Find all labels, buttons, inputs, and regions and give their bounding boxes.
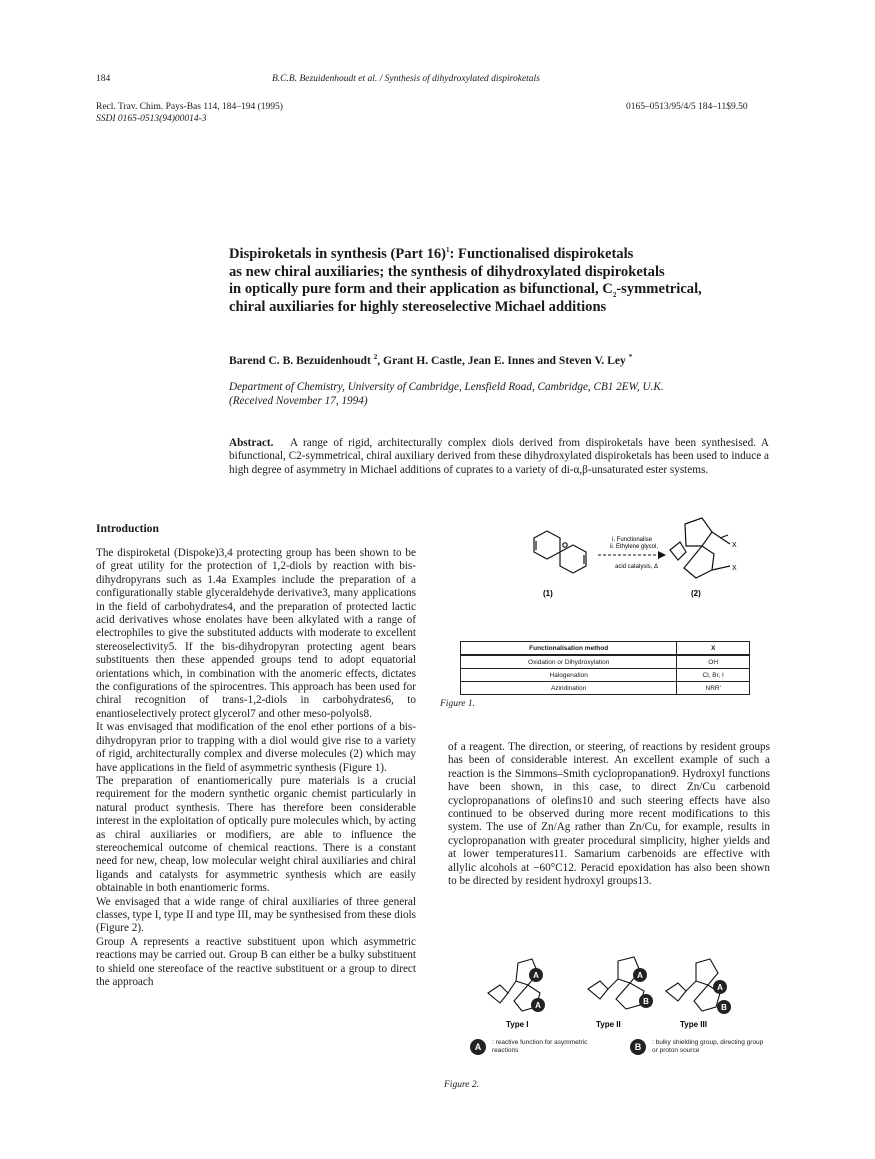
- article-title: Dispiroketals in synthesis (Part 16)$^1$: Functionalised dispiroketals as new chiral auxiliaries; the synthesis of dihydroxylated dispiroketals in optically pure form and their application as bifunctional, $C_2$-symmetrical, chiral auxiliaries for highly stereoselective Michael additions: [229, 246, 702, 315]
- x-label-bottom: X: [732, 565, 737, 572]
- intro-paragraph: It was envisaged that modification of the enol ether portions of a bis-dihydropyran prior to trapping with a diol would give rise to a variety of rigid, architecturally complex and diverse molecules (2) which may have applications in the field of asymmetric synthesis (Figure 1).: [96, 721, 416, 774]
- table-row: Aziridination NRR': [461, 682, 750, 695]
- compound-2-structure: [670, 518, 730, 578]
- legend-b: B : bulky shielding group, directing group or proton source: [630, 1039, 770, 1055]
- badge-b-icon: B: [630, 1039, 646, 1055]
- x-label-top: X: [732, 542, 737, 549]
- authors: Barend C. B. Bezuidenhoudt $^2$, Grant H. Castle, Jean E. Innes and Steven V. Ley *: [229, 353, 633, 367]
- svg-text:B: B: [643, 997, 649, 1006]
- intro-paragraph: Group A represents a reactive substituent upon which asymmetric reactions may be carried out. Group B can either be a bulky substituent to shield one stereoface of the reactive substituent or a group to direct the approach: [96, 935, 416, 988]
- affiliation: Department of Chemistry, University of Cambridge, Lensfield Road, Cambridge, CB1 2EW, U.K. (Received November 17, 1994): [229, 381, 664, 407]
- intro-paragraph: We envisaged that a wide range of chiral auxiliaries of three general classes, type I, type II and type III, may be synthesised from these diols (Figure 2).: [96, 895, 417, 935]
- type-1-label: Type I: [506, 1020, 529, 1029]
- running-title: B.C.B. Bezuidenhoudt et al. / Synthesis of dihydroxylated dispiroketals: [272, 74, 540, 84]
- figure-2: [444, 955, 778, 1095]
- compound-1-structure: [534, 531, 586, 573]
- journal-citation: Recl. Trav. Chim. Pays-Bas 114, 184–194 (1995): [96, 102, 283, 112]
- figure-1-scheme: [450, 510, 780, 610]
- intro-body: [96, 547, 416, 989]
- page-number: 184: [96, 74, 111, 84]
- step-iii: acid catalysis, Δ: [615, 564, 659, 570]
- right-column-body: [448, 741, 770, 888]
- svg-text:B: B: [721, 1003, 727, 1012]
- table-header-x: X: [677, 642, 750, 656]
- intro-paragraph: The dispiroketal (Dispoke)3,4 protecting group has been shown to be of great utility for the protection of 1,2-diols by reaction with bis-dihydropyrans such as 1.4a Examples include the preparation of a configurationally stable glyceraldehyde derivative3, many applications in the field of carbohydrates4, and the preparation of protected lactic acid derivatives whose enolates have been alkylated with a range of electrophiles to give the substituted adducts with moderate to excellent stereoselectivity5. If the bis-dihydropyran protecting agent bears substituents then these appended groups tend to adopt equatorial orientations which, in combination with the anomeric effects, dictates the configurations of the spirocentres. This approach has been used for chiral recognition of trans-1,2-diols in carbohydrates6, to enantioselectively protect glycerol7 and other meso-polyols8.: [96, 547, 416, 720]
- abstract: Abstract. A range of rigid, architecturally complex diols derived from dispiroketals have been synthesised. A bifunctional, C2-symmetrical, chiral auxiliary derived from these dihydroxylated dispiroketals has been used to induce a high degree of asymmetry in Michael additions of cuprates to a variety of di-α,β-unsaturated ester systems.: [229, 437, 769, 476]
- intro-heading: Introduction: [96, 522, 159, 535]
- ssdi: SSDI 0165-0513(94)00014-3: [96, 114, 207, 124]
- svg-text:A: A: [535, 1001, 541, 1010]
- compound-1-label: (1): [543, 589, 553, 598]
- compound-2-label: (2): [691, 589, 701, 598]
- figure-2-structures: [448, 955, 778, 1030]
- figure-2-caption: Figure 2.: [444, 1080, 480, 1090]
- type-3-label: Type III: [680, 1020, 707, 1029]
- table-row: Halogenation Cl, Br, I: [461, 669, 750, 682]
- legend-a: A : reactive function for asymmetric reactions: [470, 1039, 600, 1055]
- intro-paragraph: The preparation of enantiomerically pure materials is a crucial requirement for the modern synthetic organic chemist particularly in natural product synthesis. There has therefore been considerable interest in the exploitation of optically pure molecules which, by acting as chiral auxiliaries or modifiers, are able to influence the stereochemical outcome of chemical reactions. There is a constant need for new, cheap, low molecular weight chiral auxiliaries and chiral ligands and catalysts for asymmetric synthesis which are easily obtainable in both enantiomeric forms.: [96, 774, 416, 895]
- functionalisation-table: [460, 641, 750, 695]
- figure-1-caption: Figure 1.: [440, 699, 476, 709]
- svg-text:A: A: [533, 971, 539, 980]
- step-i: i. Functionalise: [612, 537, 653, 543]
- table-header-method: Functionalisation method: [461, 642, 677, 656]
- type-2-label: Type II: [596, 1020, 621, 1029]
- svg-text:A: A: [637, 971, 643, 980]
- svg-text:A: A: [717, 983, 723, 992]
- step-ii: ii. Ethylene glycol,: [610, 544, 659, 550]
- issn: 0165–0513/95/4/5 184–11$9.50: [626, 102, 748, 112]
- badge-a-icon: A: [470, 1039, 486, 1055]
- table-row: Oxidation or Dihydroxylation OH: [461, 655, 750, 669]
- right-paragraph: of a reagent. The direction, or steering, of reactions by resident groups has been of considerable interest. An excellent example of such a reaction is the Simmons–Smith cyclopropanation9. Hydroxyl functions have been shown, in this case, to direct Zn/Cu carbenoid cyclopropanations of olefins10 and such steering effects have also continued to be observed during more recent modifications to this system. The use of Zn/Ag rather than Zn/Cu, for example, results in cyclopropanation with greater procedural simplicity, higher yields and at lower temperatures11. Samarium carbenoids are effective with allylic alcohols at −60°C12. Peracid epoxidation has also been shown to be directed by resident hydroxyl groups13.: [448, 741, 770, 888]
- figure-1: [440, 510, 780, 720]
